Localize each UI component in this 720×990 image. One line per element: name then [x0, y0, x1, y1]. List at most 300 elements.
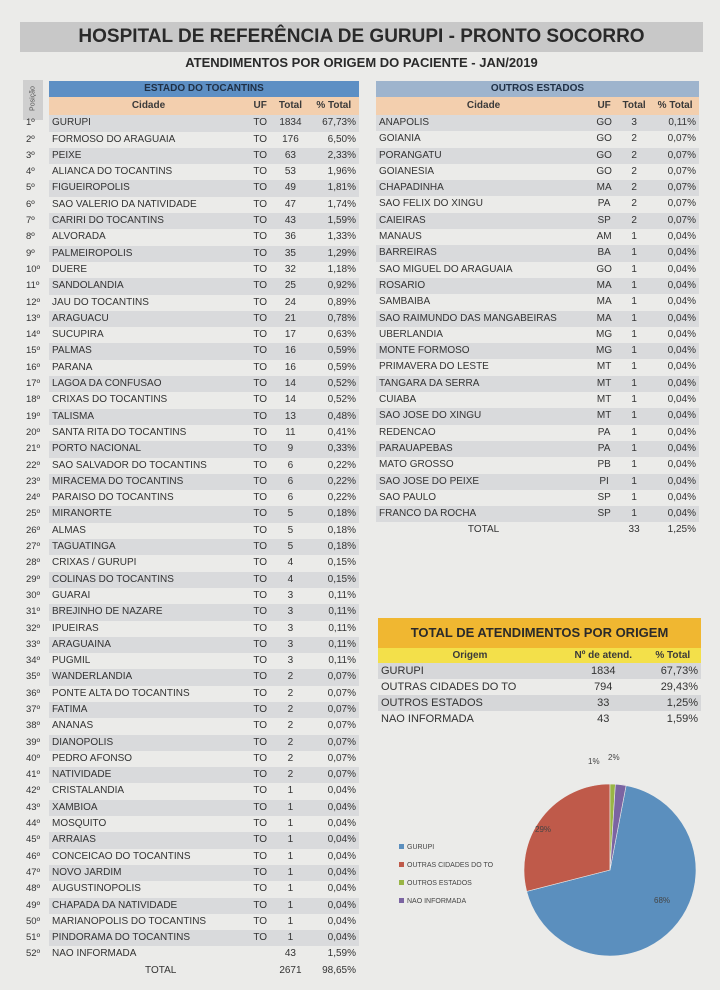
row-position: 1º [26, 117, 35, 129]
row-pct: 0,04% [308, 800, 359, 816]
table-row [23, 572, 359, 588]
origin-count: 43 [597, 713, 610, 725]
row-position: 43º [26, 801, 41, 813]
row-position: 46º [26, 850, 41, 862]
row-total: 1 [287, 883, 294, 895]
table-row [23, 621, 359, 637]
tocantins-total-value: 2671 [279, 964, 302, 976]
row-total: 1 [272, 898, 308, 914]
table-row [23, 213, 359, 229]
row-uf: TO [248, 506, 272, 522]
table-row [23, 392, 359, 408]
row-pct: 0,22% [327, 459, 356, 471]
row-total: 2 [272, 767, 308, 783]
table-row [23, 295, 359, 311]
row-uf: GO [596, 263, 612, 275]
outros-band: OUTROS ESTADOS [376, 81, 699, 97]
row-position: 8º [26, 231, 35, 243]
row-position: 47º [26, 866, 41, 878]
col-total: Total [272, 97, 308, 115]
table-row [376, 180, 699, 196]
row-city: TANGARA DA SERRA [376, 376, 591, 392]
row-position: 37º [26, 703, 41, 715]
row-total: 47 [284, 198, 296, 210]
row-city: NAO INFORMADA [52, 948, 137, 960]
table-row [23, 262, 359, 278]
origin-pct: 1,59% [666, 713, 698, 725]
table-row [23, 686, 359, 702]
row-total: 1 [287, 915, 294, 927]
table-row [23, 898, 359, 914]
row-pct: 0,22% [327, 492, 356, 504]
row-uf: TO [253, 883, 268, 895]
row-city: PEDRO AFONSO [52, 752, 133, 764]
table-row [23, 376, 359, 392]
row-total: 1 [287, 850, 294, 862]
row-position: 9º [26, 247, 35, 259]
row-uf: MT [591, 376, 617, 392]
row-pct: 0,04% [327, 785, 356, 797]
row-uf: SP [591, 213, 617, 229]
row-total: 63 [272, 148, 308, 164]
row-uf: MG [596, 328, 613, 340]
origin-name: OUTROS ESTADOS [378, 695, 562, 711]
row-total: 3 [617, 115, 651, 131]
row-total: 1 [617, 441, 651, 457]
row-uf: MA [591, 311, 617, 327]
row-position: 3º [26, 149, 35, 161]
row-pct: 0,59% [327, 361, 356, 373]
row-city: ROSARIO [376, 278, 591, 294]
table-row [376, 408, 699, 424]
row-uf: AM [596, 231, 612, 243]
origin-pct: 67,73% [645, 663, 701, 679]
row-position: 32º [26, 622, 41, 634]
row-total: 6 [287, 459, 294, 471]
row-city: SANDOLANDIA [49, 278, 248, 294]
tocantins-total-label: TOTAL [145, 964, 177, 976]
table-row [376, 474, 699, 490]
row-uf: TO [248, 604, 272, 620]
table-row [23, 849, 359, 865]
row-position: 26º [26, 524, 41, 536]
row-city: IPUEIRAS [52, 622, 99, 634]
row-uf: PI [591, 474, 617, 490]
row-position: 33º [26, 638, 41, 650]
row-pct: 0,07% [308, 767, 359, 783]
table-row [23, 246, 359, 262]
row-total: 36 [284, 231, 296, 243]
tocantins-table [23, 81, 359, 979]
row-total: 1 [617, 311, 651, 327]
row-total: 1 [272, 930, 308, 946]
row-position: 5º [26, 182, 35, 194]
row-total: 13 [272, 409, 308, 425]
row-total: 5 [287, 524, 294, 536]
row-total: 2 [631, 165, 637, 177]
row-pct: 0,11% [308, 604, 359, 620]
row-city: ALIANCA DO TOCANTINS [52, 166, 173, 178]
table-row [23, 180, 359, 196]
row-total: 1 [272, 832, 308, 848]
row-total: 3 [287, 655, 294, 667]
row-uf: TO [248, 376, 272, 392]
row-pct: 0,04% [651, 376, 699, 392]
row-city: MIRANORTE [49, 506, 248, 522]
row-total: 21 [272, 311, 308, 327]
outros-table [376, 81, 699, 538]
report-subtitle: ATENDIMENTOS POR ORIGEM DO PACIENTE - JAN/2019 [185, 55, 538, 70]
row-total: 5 [272, 506, 308, 522]
table-row [376, 311, 699, 327]
table-row [23, 474, 359, 490]
row-pct: 0,89% [327, 296, 356, 308]
row-uf: MT [591, 408, 617, 424]
row-city: ALVORADA [52, 231, 106, 243]
row-pct: 0,92% [308, 278, 359, 294]
row-position: 39º [26, 736, 41, 748]
row-city: FATIMA [49, 702, 248, 718]
row-city: ARRAIAS [49, 832, 248, 848]
row-uf: TO [248, 311, 272, 327]
row-uf: TO [248, 539, 272, 555]
table-row [23, 132, 359, 148]
row-uf: GO [596, 165, 612, 177]
table-row [376, 392, 699, 408]
row-pct: 0,18% [327, 524, 356, 536]
row-pct: 1,59% [308, 213, 359, 229]
table-row [376, 213, 699, 229]
row-total: 1 [631, 231, 637, 243]
row-city: MANAUS [379, 231, 422, 243]
row-pct: 0,52% [308, 376, 359, 392]
table-row [23, 718, 359, 734]
row-city: CAIEIRAS [376, 213, 591, 229]
row-city: JAU DO TOCANTINS [52, 296, 149, 308]
table-row [23, 767, 359, 783]
row-pct: 0,04% [651, 278, 699, 294]
tocantins-band: ESTADO DO TOCANTINS [49, 81, 359, 97]
row-total: 1 [287, 818, 294, 830]
origin-summary [378, 618, 701, 727]
row-pct: 1,33% [327, 231, 356, 243]
row-uf: MA [591, 180, 617, 196]
row-pct: 0,04% [651, 441, 699, 457]
row-uf: TO [248, 572, 272, 588]
row-pct: 0,04% [651, 343, 699, 359]
col-n: Nº de atend. [562, 648, 645, 663]
row-uf: TO [248, 409, 272, 425]
row-pct: 0,04% [651, 506, 699, 522]
table-row [376, 229, 699, 245]
row-pct: 0,07% [308, 702, 359, 718]
row-total: 1 [272, 865, 308, 881]
row-position: 12º [26, 296, 41, 308]
row-total: 2 [272, 669, 308, 685]
table-row [23, 865, 359, 881]
row-position: 29º [26, 573, 41, 585]
position-label: Posição [29, 86, 37, 111]
row-city: PUGMIL [52, 655, 91, 667]
row-position: 27º [26, 541, 41, 553]
row-position: 51º [26, 932, 41, 944]
table-row [23, 327, 359, 343]
row-position: 24º [26, 492, 41, 504]
row-pct: 1,18% [327, 263, 356, 275]
row-city: FIGUEIROPOLIS [49, 180, 248, 196]
row-uf: TO [253, 459, 268, 471]
row-pct: 0,04% [667, 459, 696, 471]
table-row [23, 930, 359, 946]
row-uf: TO [253, 915, 268, 927]
row-total: 3 [287, 622, 294, 634]
origin-row [378, 679, 701, 695]
row-uf: MT [596, 394, 612, 406]
row-uf: TO [248, 832, 272, 848]
row-uf: TO [253, 850, 268, 862]
table-row [376, 245, 699, 261]
row-pct: 0,48% [308, 409, 359, 425]
row-uf: MA [591, 278, 617, 294]
outros-total-label: TOTAL [467, 524, 500, 536]
row-total: 1 [631, 361, 637, 373]
row-total: 2 [617, 148, 651, 164]
row-uf: SP [597, 491, 611, 503]
row-total: 2 [272, 702, 308, 718]
row-pct: 0,11% [328, 622, 356, 634]
row-total: 17 [284, 329, 296, 341]
row-total: 43 [284, 948, 296, 960]
table-row [23, 523, 359, 539]
legend-swatch [399, 898, 404, 903]
row-pct: 0,04% [651, 245, 699, 261]
legend-entry: OUTROS ESTADOS [407, 880, 472, 887]
row-pct: 2,33% [308, 148, 359, 164]
row-city: REDENCAO [379, 426, 436, 438]
row-city: SAO SALVADOR DO TOCANTINS [52, 459, 207, 471]
table-row [23, 229, 359, 245]
row-position: 28º [26, 557, 41, 569]
row-city: CRIXAS DO TOCANTINS [52, 394, 168, 406]
table-row [376, 148, 699, 164]
row-uf: TO [253, 133, 268, 145]
row-city: PORTO NACIONAL [49, 441, 248, 457]
row-uf: PA [597, 426, 611, 438]
row-total: 176 [282, 133, 299, 145]
row-pct: 0,11% [328, 589, 356, 601]
table-row [23, 800, 359, 816]
row-total: 24 [284, 296, 296, 308]
row-pct: 0,11% [308, 637, 359, 653]
row-city: GURUPI [49, 115, 248, 131]
origin-count: 1834 [562, 663, 645, 679]
row-position: 2º [26, 133, 35, 145]
row-total: 2 [617, 180, 651, 196]
row-uf: TO [248, 637, 272, 653]
row-city: MATO GROSSO [379, 459, 454, 471]
row-city: TALISMA [49, 409, 248, 425]
row-position: 44º [26, 818, 41, 830]
row-uf: PA [597, 198, 611, 210]
row-total: 1 [631, 263, 637, 275]
row-position: 25º [26, 508, 41, 520]
row-uf: TO [253, 492, 268, 504]
row-total: 2 [287, 687, 294, 699]
row-total: 1 [617, 376, 651, 392]
row-uf: PB [597, 459, 611, 471]
row-city: GOIANESIA [379, 165, 435, 177]
row-pct: 0,04% [327, 915, 356, 927]
row-position: 20º [26, 426, 41, 438]
row-city: CONCEICAO DO TOCANTINS [52, 850, 191, 862]
row-total: 6 [272, 474, 308, 490]
row-total: 1 [617, 506, 651, 522]
tocantins-total-pct: 98,65% [322, 964, 356, 976]
row-uf: GO [591, 148, 617, 164]
row-total: 1 [631, 459, 637, 471]
row-city: LAGOA DA CONFUSAO [49, 376, 248, 392]
table-row [376, 425, 699, 441]
row-position: 17º [26, 378, 41, 390]
col-uf: UF [248, 97, 272, 115]
row-pct: 0,18% [308, 539, 359, 555]
origin-row [378, 663, 701, 679]
row-position: 52º [26, 948, 41, 960]
row-position: 34º [26, 655, 41, 667]
row-total: 3 [287, 589, 294, 601]
row-uf: GO [596, 133, 612, 145]
row-city: CARIRI DO TOCANTINS [49, 213, 248, 229]
row-position: 40º [26, 752, 41, 764]
table-row [23, 360, 359, 376]
col-total: Total [617, 97, 651, 115]
table-row [23, 653, 359, 669]
row-pct: 0,07% [667, 133, 696, 145]
row-city: PEIXE [49, 148, 248, 164]
row-pct: 1,29% [308, 246, 359, 262]
table-row [23, 816, 359, 832]
row-position: 16º [26, 361, 41, 373]
table-row [23, 832, 359, 848]
row-pct: 0,04% [327, 883, 356, 895]
table-row [376, 294, 699, 310]
row-uf: TO [253, 720, 268, 732]
row-position: 42º [26, 785, 41, 797]
row-position: 11º [26, 280, 40, 292]
row-city: SAO JOSE DO XINGU [376, 408, 591, 424]
row-uf: TO [253, 655, 268, 667]
table-row [23, 164, 359, 180]
row-total: 1 [631, 328, 637, 340]
row-pct: 0,63% [327, 329, 356, 341]
row-city: CUIABA [379, 394, 417, 406]
row-uf: TO [253, 296, 268, 308]
row-position: 14º [26, 329, 41, 341]
row-city: PALMAS [49, 343, 248, 359]
row-pct: 0,04% [667, 426, 696, 438]
row-city: PARANA [52, 361, 93, 373]
row-uf: TO [253, 589, 268, 601]
row-position: 10º [26, 263, 41, 275]
legend-swatch [399, 880, 404, 885]
row-pct: 0,04% [667, 328, 696, 340]
row-uf: TO [253, 231, 268, 243]
row-pct: 0,07% [308, 669, 359, 685]
row-pct: 0,04% [667, 394, 696, 406]
row-uf: TO [248, 180, 272, 196]
table-row [23, 539, 359, 555]
row-city: PARAISO DO TOCANTINS [52, 492, 174, 504]
origin-table [378, 648, 701, 727]
row-pct: 0,59% [308, 343, 359, 359]
row-total: 14 [284, 394, 296, 406]
row-uf: GO [591, 115, 617, 131]
row-pct: 0,04% [667, 491, 696, 503]
row-city: GUARAI [52, 589, 91, 601]
table-row [376, 196, 699, 212]
row-total: 1 [617, 278, 651, 294]
row-uf: TO [253, 361, 268, 373]
row-pct: 0,07% [651, 148, 699, 164]
row-uf: TO [248, 246, 272, 262]
row-pct: 1,96% [327, 166, 356, 178]
row-uf: TO [253, 426, 268, 438]
row-pct: 0,11% [328, 655, 356, 667]
row-uf: TO [248, 800, 272, 816]
pie-label: 2% [608, 753, 620, 762]
legend-swatch [399, 844, 404, 849]
row-uf: TO [248, 441, 272, 457]
row-uf: TO [248, 115, 272, 131]
row-total: 2 [287, 752, 294, 764]
row-pct: 0,04% [308, 898, 359, 914]
row-total: 3 [272, 604, 308, 620]
row-total: 1 [617, 474, 651, 490]
row-pct: 0,04% [327, 850, 356, 862]
legend-entry: NAO INFORMADA [407, 898, 467, 905]
table-row [23, 115, 359, 131]
row-city: SUCUPIRA [52, 329, 104, 341]
row-city: BREJINHO DE NAZARE [49, 604, 248, 620]
row-pct: 0,07% [651, 213, 699, 229]
row-city: SAO RAIMUNDO DAS MANGABEIRAS [376, 311, 591, 327]
row-total: 53 [284, 166, 296, 178]
table-row [376, 490, 699, 506]
origin-pie-chart [380, 748, 704, 986]
row-uf: TO [253, 198, 268, 210]
row-pct: 0,33% [308, 441, 359, 457]
row-pct: 0,15% [308, 572, 359, 588]
row-city: XAMBIOA [49, 800, 248, 816]
col-pct: % Total [645, 648, 701, 663]
row-city: ANANAS [52, 720, 94, 732]
row-pct: 67,73% [308, 115, 359, 131]
row-uf: TO [248, 930, 272, 946]
row-uf: MT [596, 361, 612, 373]
row-pct: 0,22% [308, 474, 359, 490]
table-row [376, 262, 699, 278]
row-uf: BA [591, 245, 617, 261]
row-uf: TO [253, 752, 268, 764]
row-city: MIRACEMA DO TOCANTINS [49, 474, 248, 490]
row-total: 4 [272, 572, 308, 588]
row-pct: 0,07% [327, 720, 356, 732]
row-pct: 0,04% [651, 408, 699, 424]
row-total: 1 [631, 394, 637, 406]
table-row [23, 702, 359, 718]
row-city: CRIXAS / GURUPI [52, 557, 137, 569]
col-pct: % Total [308, 97, 359, 115]
